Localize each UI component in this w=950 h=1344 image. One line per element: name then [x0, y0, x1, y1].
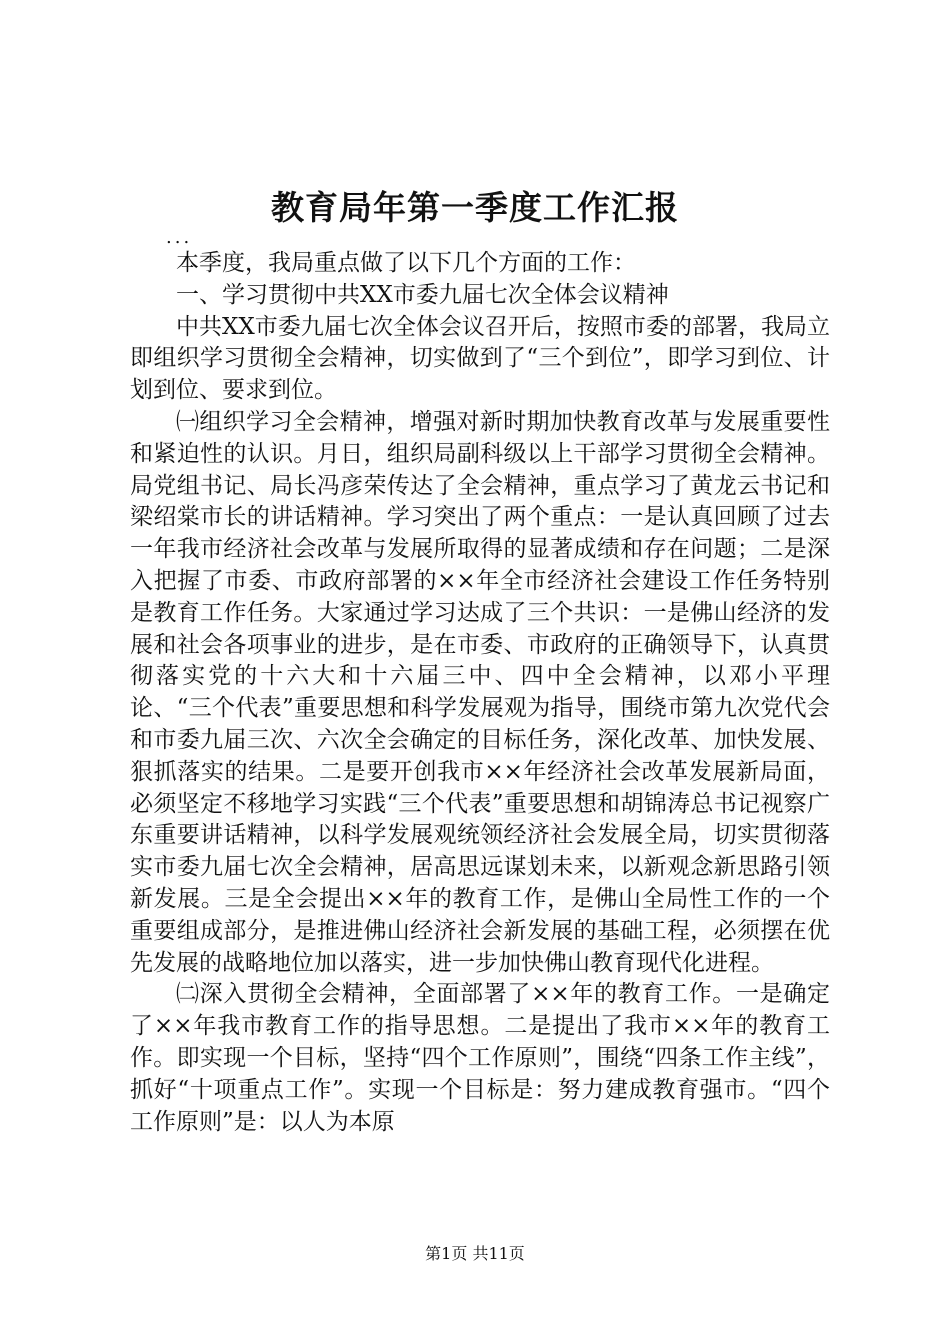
section-heading: 一、学习贯彻中共XX市委九届七次全体会议精神: [176, 281, 669, 308]
paragraph-study: ㈠组织学习全会精神，增强对新时期加快教育改革与发展重要性和紧迫性的认识。月日，组织局副科级以上干部学习贯彻全会精神。局党组书记、局长冯彦荣传达了全会精神，重点学习了黄龙云书记和梁绍棠市长的讲话精神。学习突出了两个重点：一是认真回顾了过去一年我市经济社会改革与发展所取得的显著成绩和存在问题；二是深入把握了市委、市政府部署的××年全市经济社会建设工作任务特别是教育工作任务。大家通过学习达成了三个共识：一是佛山经济的发展和社会各项事业的进步，是在市委、市政府的正确领导下，认真贯彻落实党的十六大和十六届三中、四中全会精神，以邓小平理论、“三个代表”重要思想和科学发展观为指导，围绕市第九次党代会和市委九届三次、六次全会确定的目标任务，深化改革、加快发展、狠抓落实的结果。二是要开创我市××年经济社会改革发展新局面，必须坚定不移地学习实践“三个代表”重要思想和胡锦涛总书记视察广东重要讲话精神，以科学发展观统领经济社会发展全局，切实贯彻落实市委九届七次全会精神，居高思远谋划未来，以新观念新思路引领新发展。三是全会提出××年的教育工作，是佛山全局性工作的一个重要组成部分，是推进佛山经济社会新发展的基础工程，必须摆在优先发展的战略地位加以落实，进一步加快佛山教育现代化进程。: [130, 408, 830, 976]
paragraph-deploy: ㈡深入贯彻全会精神，全面部署了××年的教育工作。一是确定了××年我市教育工作的指导思想。二是提出了我市××年的教育工作。即实现一个目标，坚持“四个工作原则”，围绕“四条工作主线”，抓好“十项重点工作”。实现一个目标是：努力建成教育强市。“四个工作原则”是：以人为本原: [130, 981, 830, 1135]
document-title: 教育局年第一季度工作汇报: [271, 188, 679, 227]
document-body: [130, 228, 830, 1138]
ellipsis-line: ...: [166, 227, 193, 248]
paragraph-intro: 本季度，我局重点做了以下几个方面的工作：: [176, 250, 636, 276]
paragraph-meeting: 中共XX市委九届七次全体会议召开后，按照市委的部署，我局立即组织学习贯彻全会精神，切实做到了“三个到位”，即学习到位、计划到位、要求到位。: [130, 313, 830, 404]
page-number-footer: 第1页 共11页: [425, 1244, 525, 1263]
